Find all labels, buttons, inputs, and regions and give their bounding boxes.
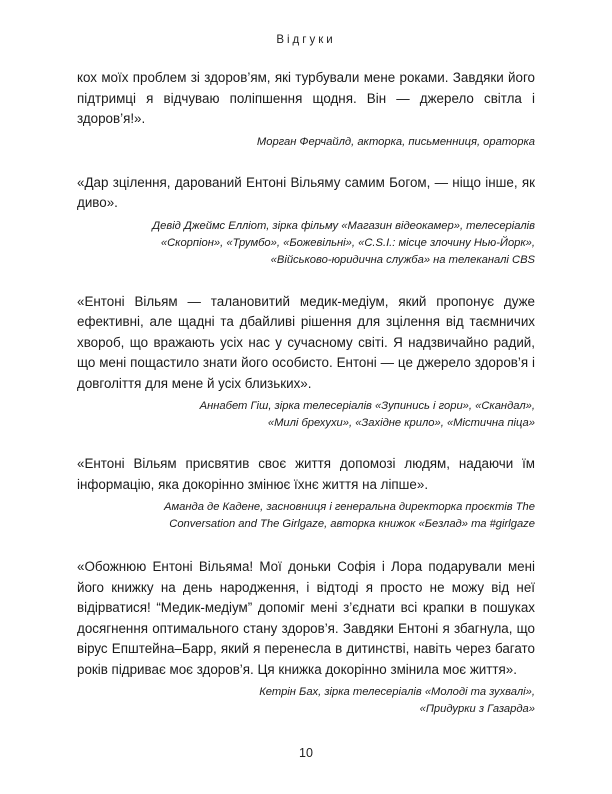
attribution-line: «Скорпіон», «Трумбо», «Божевільні», «C.S.I.: місце злочину Нью-Йорк», bbox=[160, 236, 535, 249]
testimonial-attribution bbox=[77, 398, 535, 432]
attribution-line: Аманда де Кадене, засновниця і генеральна директорка проєктів The bbox=[164, 501, 535, 513]
testimonial-quote: кох моїх проблем зі здоров’ям, які турбували мене роками. Завдяки його підтримці я відчуваю поліпшення щодня. Він — джерело світла і здоров’я!». bbox=[77, 70, 535, 126]
testimonial-block bbox=[77, 292, 535, 433]
testimonial-block bbox=[77, 454, 535, 533]
testimonial-attribution bbox=[77, 218, 535, 269]
attribution-line: Кетрін Бах, зірка телесеріалів «Молоді та зухвалі», bbox=[259, 686, 535, 698]
attribution-line: Морган Ферчайлд, акторка, письменниця, ораторка bbox=[256, 135, 535, 148]
attribution-line: Аннабет Гіш, зірка телесеріалів «Зупинись і гори», «Скандал», bbox=[199, 400, 535, 412]
attribution-line: Девід Джеймс Елліот, зірка фільму «Магазин відеокамер», телесеріалів bbox=[152, 219, 535, 232]
testimonials-section bbox=[77, 68, 535, 718]
running-header: Відгуки bbox=[276, 34, 336, 46]
page-number: 10 bbox=[299, 746, 313, 760]
testimonial-attribution bbox=[77, 134, 535, 151]
testimonial-attribution bbox=[77, 499, 535, 533]
testimonial-block bbox=[77, 68, 535, 151]
attribution-line: «Милі брехухи», «Західне крило», «Містична піца» bbox=[267, 417, 535, 429]
testimonial-quote: «Обожнюю Ентоні Вільяма! Мої доньки Софія і Лора подарували мені його книжку на день народження, і відтоді я просто не можу від неї відірватися! “Медик-медіум” допоміг мені з’єднати всі крапки в пошуках досягнення оптимального стану здоров’я. Завдяки Ентоні я збагнула, що вірус Епштейна–Барр, який я перенесла в дитинстві, навіть через багато років підриває моє здоров’я. Ця книжка докорінно змінила моє життя». bbox=[77, 559, 535, 677]
testimonial-quote: «Дар зцілення, дарований Ентоні Вільяму самим Богом, — ніщо інше, як диво». bbox=[77, 174, 535, 210]
testimonial-attribution bbox=[77, 684, 535, 718]
testimonial-block bbox=[77, 173, 535, 269]
testimonial-quote: «Ентоні Вільям присвятив своє життя допомозі людям, надаючи їм інформацію, яка докорінно змінює їхнє життя на ліпше». bbox=[77, 456, 535, 492]
testimonial-quote: «Ентоні Вільям — талановитий медик-медіум, який пропонує дуже ефективні, але щадні та дбайливі рішення для зцілення від таємничих хвороб, що вражають усіх нас у сучасному світі. Я надзвичайно радий, що мені пощастило знати його особисто. Ентоні — це джерело здоров’я і довголіття для мене й усіх близьких». bbox=[77, 293, 535, 391]
attribution-line: «Придурки з Газарда» bbox=[419, 703, 535, 715]
attribution-line: Conversation and The Girlgaze, авторка книжок «Безлад» та #girlgaze bbox=[169, 518, 535, 530]
attribution-line: «Військово-юридична служба» на телеканалі CBS bbox=[270, 253, 535, 266]
testimonial-block bbox=[77, 557, 535, 718]
